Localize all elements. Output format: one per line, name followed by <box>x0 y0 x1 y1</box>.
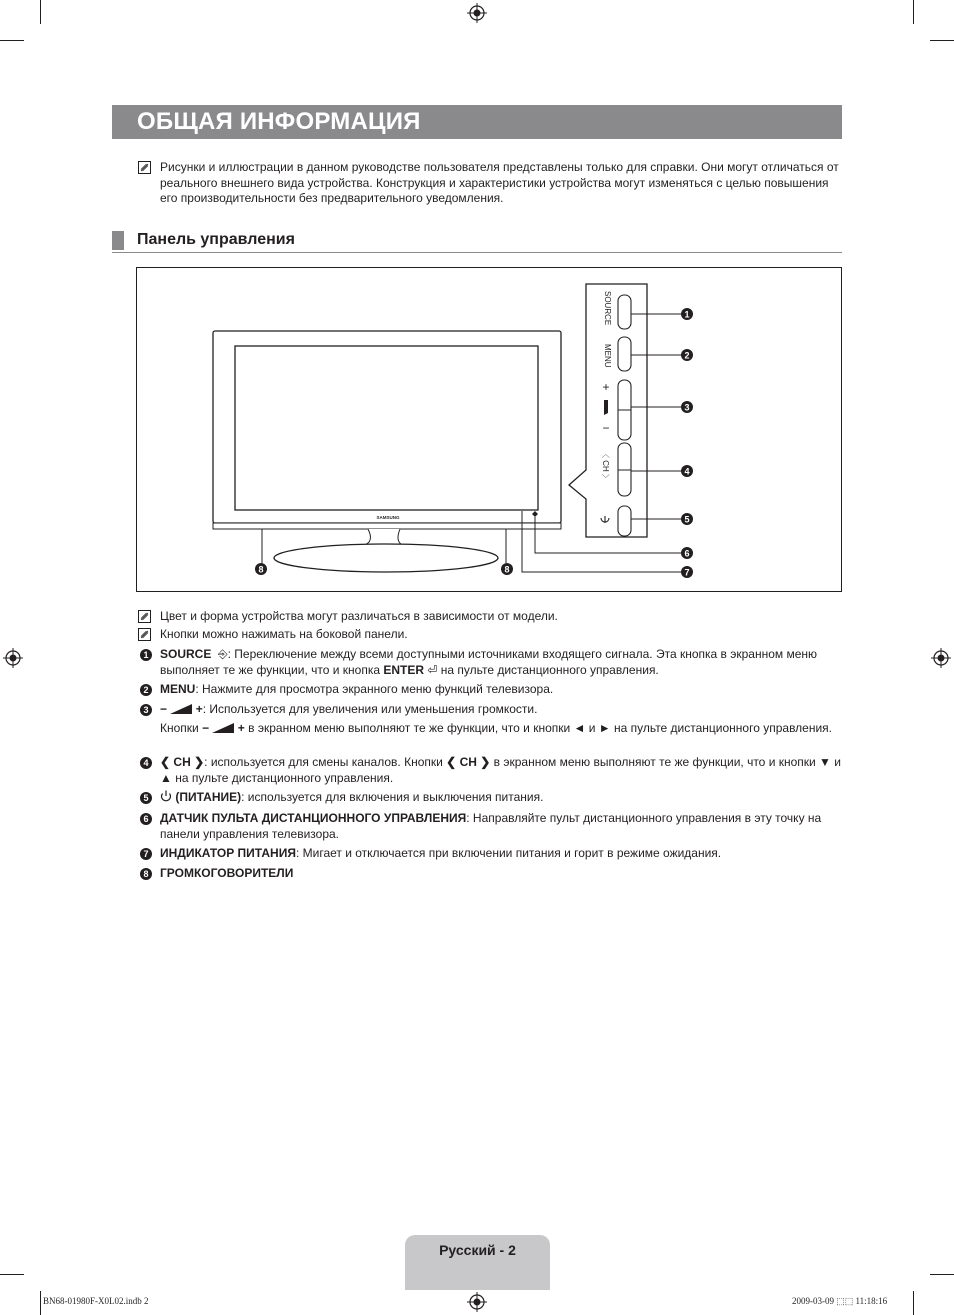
svg-text:+: + <box>602 380 610 394</box>
tv-stand-base <box>274 544 498 572</box>
tv-illustration <box>136 267 842 592</box>
volume-minus-icon: − <box>202 720 210 735</box>
svg-text:2: 2 <box>684 350 690 361</box>
crop-mark <box>913 0 914 24</box>
item-label: MENU <box>160 682 196 696</box>
item-remote-sensor <box>160 811 850 842</box>
title-bar <box>112 105 842 139</box>
registration-mark-icon <box>3 648 23 668</box>
item-number: 1 <box>140 649 152 661</box>
svg-text:MENU: MENU <box>603 344 612 368</box>
crop-mark <box>930 40 954 41</box>
item-power-indicator <box>160 846 850 862</box>
crop-mark <box>0 40 24 41</box>
power-button-shape <box>618 506 631 536</box>
item-text: в экранном меню выполняют те же функции, что и кнопки ◄ и ► на пульте дистанционного управления. <box>248 720 833 735</box>
svg-text:8: 8 <box>258 564 264 575</box>
svg-text:−: − <box>602 421 610 435</box>
svg-text:4: 4 <box>684 466 690 477</box>
volume-plus-icon: + <box>195 702 203 716</box>
volume-icon <box>170 704 192 714</box>
crop-mark <box>930 1274 954 1275</box>
section-marker <box>112 231 124 250</box>
item-text: в экранном меню выполняют те же функции, что и кнопки ▼ и ▲ на пульте дистанционного управления. <box>160 755 841 785</box>
item-text: : используется для смены каналов. Кнопки <box>204 755 443 769</box>
note-icon <box>138 610 151 623</box>
item-number: 8 <box>140 868 152 880</box>
svg-text:8: 8 <box>504 564 510 575</box>
svg-text:3: 3 <box>684 402 690 413</box>
item-text: : используется для включения и выключения питания. <box>241 790 544 804</box>
item-text: : Используется для увеличения или уменьшения громкости. <box>202 702 538 716</box>
chevron-left-icon: ❮ <box>160 755 171 769</box>
item-label: ИНДИКАТОР ПИТАНИЯ <box>160 846 296 860</box>
note-text: Кнопки можно нажимать на боковой панели. <box>160 627 408 641</box>
registration-mark-icon <box>467 3 487 23</box>
source-icon: ⎆ <box>214 647 228 661</box>
power-icon <box>160 790 172 802</box>
crop-mark <box>40 1291 41 1315</box>
registration-mark-icon <box>467 1292 487 1312</box>
item-source <box>160 647 850 678</box>
enter-label: ENTER <box>383 662 425 677</box>
note-text: Цвет и форма устройства могут различаться в зависимости от модели. <box>160 609 558 623</box>
item-label: SOURCE <box>160 647 212 661</box>
volume-icon <box>212 723 234 733</box>
item-text: : Нажмите для просмотра экранного меню функций телевизора. <box>195 682 554 696</box>
menu-button-shape <box>618 337 631 371</box>
svg-text:SOURCE: SOURCE <box>603 291 612 326</box>
item-channel <box>160 755 850 786</box>
item-text: Кнопки <box>160 720 199 735</box>
item-text: : Мигает и отключается при включении питания и горит в режиме ожидания. <box>295 846 722 860</box>
item-speakers <box>160 866 850 882</box>
item-text: : Направляйте пульт дистанционного управления в эту точку на панели управления телевизора. <box>160 811 822 841</box>
brand-logo: SAMSUNG <box>376 515 400 520</box>
source-button-shape <box>618 295 631 329</box>
print-date-info: 2009-03-09 ⬚⬚ 11:18:16 <box>792 1296 888 1306</box>
item-label: ДАТЧИК ПУЛЬТА ДИСТАНЦИОННОГО УПРАВЛЕНИЯ <box>160 811 467 825</box>
registration-mark-icon <box>931 648 951 668</box>
svg-text:1: 1 <box>684 309 690 320</box>
volume-minus-icon: − <box>160 702 168 716</box>
crop-mark <box>913 1291 914 1315</box>
intro-note: Рисунки и иллюстрации в данном руководстве пользователя представлены только для справки. Они могут отличаться от реального внешнего вида устройства. Конструкция и характеристики устройства могут изменяться с целью повышения его производительности без предварительного уведомления. <box>160 160 839 205</box>
item-menu <box>160 682 850 698</box>
channel-label: CH <box>173 755 191 769</box>
section-title: Панель управления <box>137 231 295 248</box>
section-divider <box>112 252 842 253</box>
volume-plus-icon: + <box>237 720 245 735</box>
item-label: (ПИТАНИЕ) <box>175 790 242 804</box>
svg-text:6: 6 <box>684 548 690 559</box>
item-number: 3 <box>140 704 152 716</box>
crop-mark <box>0 1274 24 1275</box>
svg-text:7: 7 <box>684 567 690 578</box>
svg-text:〈 CH 〉: 〈 CH 〉 <box>601 450 610 482</box>
note-icon <box>138 161 151 174</box>
tv-screen <box>235 346 538 510</box>
channel-label: CH <box>459 755 477 769</box>
item-number: 7 <box>140 848 152 860</box>
item-volume <box>160 702 850 736</box>
item-number: 5 <box>140 792 152 804</box>
item-number: 2 <box>140 684 152 696</box>
svg-text:5: 5 <box>684 514 690 525</box>
crop-mark <box>40 0 41 24</box>
item-power <box>160 790 850 806</box>
item-label: ГРОМКОГОВОРИТЕЛИ <box>160 866 294 880</box>
chevron-right-icon: ❯ <box>194 755 205 769</box>
page-title: ОБЩАЯ ИНФОРМАЦИЯ <box>137 108 421 135</box>
note-icon <box>138 628 151 641</box>
item-text: на пульте дистанционного управления. <box>440 662 659 677</box>
item-number: 6 <box>140 813 152 825</box>
item-number: 4 <box>140 757 152 769</box>
page-number: Русский - 2 <box>439 1242 516 1258</box>
print-file-info: BN68-01980F-X0L02.indb 2 <box>43 1296 149 1306</box>
chevron-right-icon: ❯ <box>480 755 491 769</box>
chevron-left-icon: ❮ <box>446 755 457 769</box>
item-text: : Переключение между всеми доступными источниками входящего сигнала. Эта кнопка в экранном меню выполняет те же функции, что и кнопка <box>160 647 818 677</box>
enter-icon: ⏎ <box>424 662 441 677</box>
